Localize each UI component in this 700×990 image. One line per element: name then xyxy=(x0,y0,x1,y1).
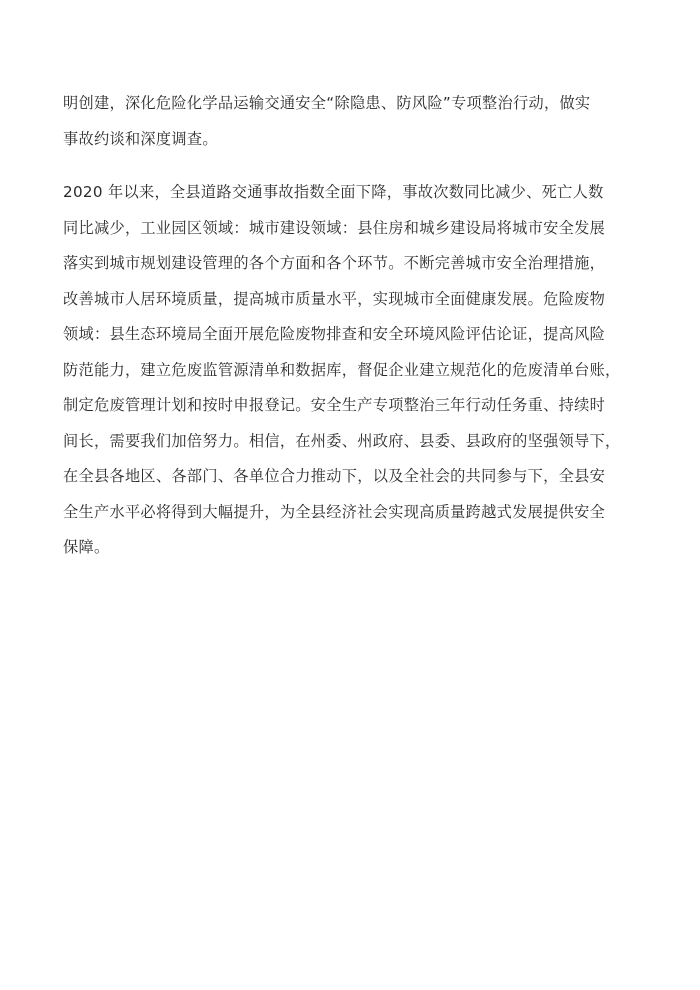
paragraph-2 xyxy=(63,175,643,566)
paragraph-spacer xyxy=(63,157,643,175)
document-body xyxy=(63,86,643,566)
text-line: 防范能力，建立危废监管源清单和数据库，督促企业建立规范化的危废清单台账， xyxy=(63,360,621,379)
text-line: 领域：县生态环境局全面开展危险废物排查和安全环境风险评估论证，提高风险 xyxy=(63,325,606,343)
text-line: 改善城市人居环境质量，提高城市质量水平，实现城市全面健康发展。危险废物 xyxy=(63,289,606,308)
text-line: 保障。 xyxy=(63,538,110,556)
text-line: 落实到城市规划建设管理的各个方面和各个环节。不断完善城市安全治理措施， xyxy=(63,254,606,272)
text-line: 全生产水平必将得到大幅提升，为全县经济社会实现高质量跨越式发展提供安全 xyxy=(63,502,606,521)
text-line: 明创建，深化危险化学品运输交通安全“除隐患、防风险”专项整治行动，做实 xyxy=(63,94,591,112)
text-line: 制定危废管理计划和按时申报登记。安全生产专项整治三年行动任务重、持续时 xyxy=(63,396,606,414)
paragraph-1 xyxy=(63,86,643,157)
text-line: 2020 年以来，全县道路交通事故指数全面下降，事故次数同比减少、死亡人数 xyxy=(63,183,604,201)
text-line: 间长，需要我们加倍努力。相信，在州委、州政府、县委、县政府的坚强领导下， xyxy=(63,431,621,450)
text-line: 同比减少，工业园区领域：城市建设领域：县住房和城乡建设局将城市安全发展 xyxy=(63,218,606,237)
text-line: 在全县各地区、各部门、各单位合力推动下，以及全社会的共同参与下，全县安 xyxy=(63,467,606,485)
text-line: 事故约谈和深度调查。 xyxy=(63,129,218,148)
